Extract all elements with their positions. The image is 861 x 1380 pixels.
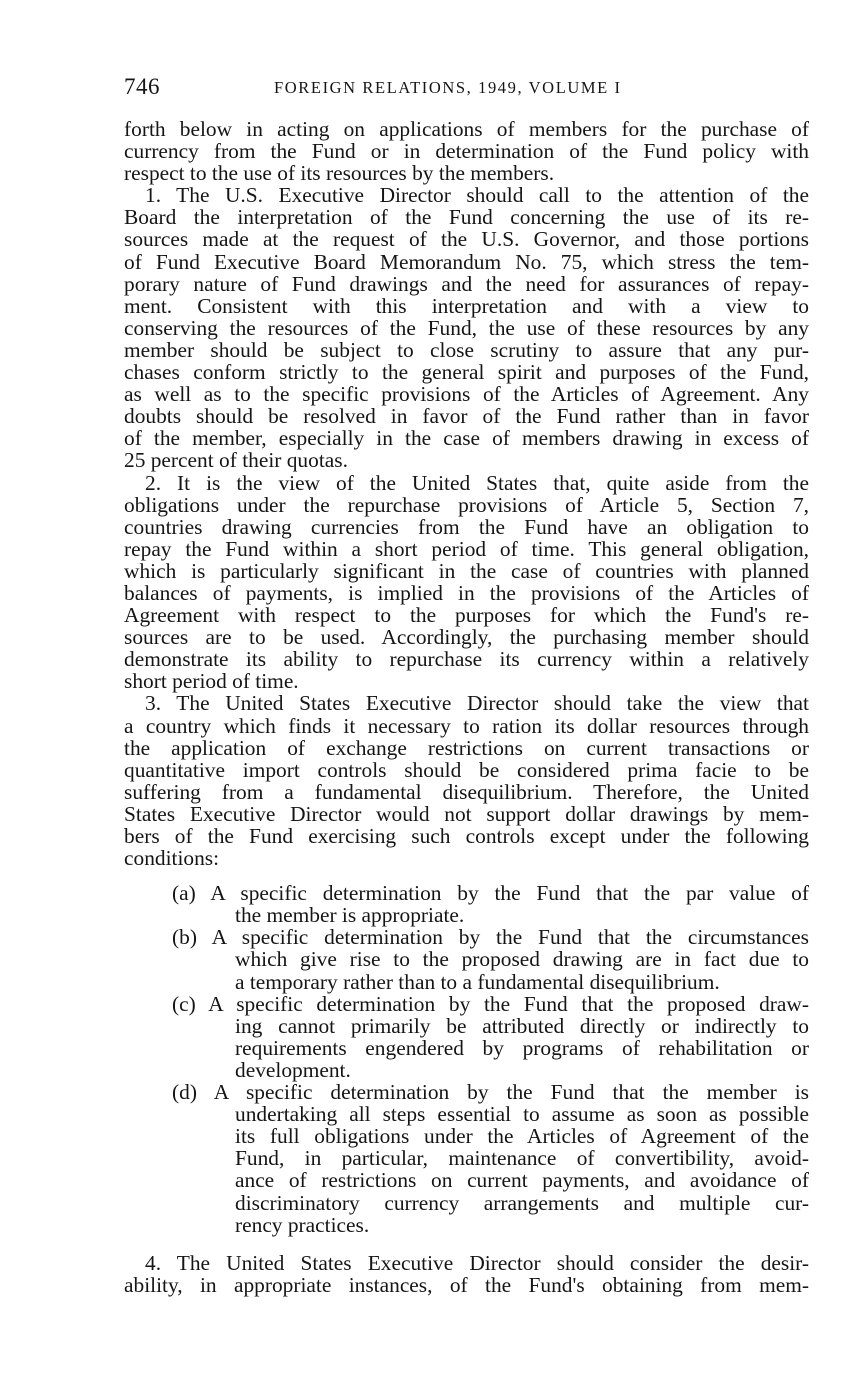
text-line: porary nature of Fund drawings and the need for assurances of repay- — [124, 271, 809, 296]
list-item — [124, 993, 809, 1081]
text-line: (a) A specific determination by the Fund that the par value of — [172, 881, 809, 906]
text-line: suffering from a fundamental disequilibrium. Therefore, the United — [124, 779, 809, 804]
paragraph-3 — [124, 692, 809, 869]
running-head: FOREIGN RELATIONS, 1949, VOLUME I — [274, 78, 622, 97]
text-line: (b) A specific determination by the Fund that the circumstances — [172, 925, 809, 950]
page-header — [124, 74, 814, 102]
text-line: Board the interpretation of the Fund concerning the use of its re- — [124, 205, 809, 230]
text-line: undertaking all steps essential to assume as soon as possible — [235, 1102, 809, 1127]
text-line: 1. The U.S. Executive Director should call to the attention of the — [145, 183, 809, 208]
text-line: 4. The United States Executive Director should consider the desir- — [145, 1250, 809, 1275]
text-line: (c) A specific determination by the Fund that the proposed draw- — [172, 991, 809, 1016]
page-number: 746 — [124, 74, 160, 99]
text-line: as well as to the specific provisions of the Articles of Agreement. Any — [124, 382, 809, 407]
text-line: rency practices. — [235, 1212, 370, 1237]
paragraph-2 — [124, 472, 809, 693]
text-line: respect to the use of its resources by the members. — [124, 161, 555, 186]
text-line: obligations under the repurchase provisions of Article 5, Section 7, — [124, 492, 809, 517]
paragraph-4 — [124, 1252, 809, 1296]
text-line: ing cannot primarily be attributed directly or indirectly to — [235, 1013, 809, 1038]
paragraph-1 — [124, 184, 809, 471]
text-line: sources are to be used. Accordingly, the purchasing member should — [124, 625, 809, 650]
text-line: quantitative import controls should be considered prima facie to be — [124, 757, 809, 782]
text-line: 25 percent of their quotas. — [124, 448, 348, 473]
text-line: short period of time. — [124, 669, 299, 694]
text-line: bers of the Fund exercising such controls except under the following — [124, 824, 809, 848]
text-line: doubts should be resolved in favor of the Fund rather than in favor — [124, 404, 809, 429]
list-item — [124, 1081, 809, 1236]
text-line: which is particularly significant in the case of countries with planned — [124, 558, 809, 583]
text-line: Fund, in particular, maintenance of convertibility, avoid- — [235, 1146, 809, 1171]
text-line: of the member, especially in the case of members drawing in excess of — [124, 426, 809, 451]
paragraph-gap — [124, 1236, 809, 1252]
list-item — [124, 882, 809, 926]
text-line: a country which finds it necessary to ration its dollar resources through — [124, 713, 809, 738]
text-line: conserving the resources of the Fund, the use of these resources by any — [124, 315, 809, 340]
list-item — [124, 926, 809, 992]
text-line: ability, in appropriate instances, of the Fund's obtaining from mem- — [124, 1272, 809, 1297]
text-line: development. — [235, 1057, 351, 1082]
text-line: ance of restrictions on current payments, and avoidance of — [235, 1168, 809, 1193]
text-line: States Executive Director would not support dollar drawings by mem- — [124, 801, 809, 826]
text-line: conditions: — [124, 846, 220, 871]
text-line: the member is appropriate. — [235, 903, 465, 928]
text-line: repay the Fund within a short period of time. This general obligation, — [124, 536, 809, 561]
text-line: (d) A specific determination by the Fund that the member is — [172, 1080, 809, 1105]
text-line: requirements engendered by programs of rehabilitation or — [235, 1035, 809, 1060]
body-text — [124, 118, 809, 1296]
text-line: a temporary rather than to a fundamental disequilibrium. — [235, 969, 720, 994]
text-line: countries drawing currencies from the Fund have an obligation to — [124, 514, 809, 539]
text-line: the application of exchange restrictions on current transactions or — [124, 735, 809, 760]
text-line: currency from the Fund or in determination of the Fund policy with — [124, 139, 809, 164]
text-line: 2. It is the view of the United States that, quite aside from the — [145, 470, 809, 495]
text-line: 3. The United States Executive Director should take the view that — [145, 691, 809, 716]
conditions-list — [124, 882, 809, 1236]
intro-paragraph — [124, 118, 809, 184]
text-line: chases conform strictly to the general spirit and purposes of the Fund, — [124, 360, 809, 385]
text-line: Agreement with respect to the purposes for which the Fund's re- — [124, 603, 809, 628]
text-line: sources made at the request of the U.S. Governor, and those portions — [124, 227, 809, 252]
text-line: ment. Consistent with this interpretation and with a view to — [124, 293, 809, 318]
text-line: forth below in acting on applications of members for the purchase of — [124, 117, 809, 141]
text-line: balances of payments, is implied in the provisions of the Articles of — [124, 580, 809, 605]
text-line: its full obligations under the Articles of Agreement of the — [235, 1124, 809, 1149]
text-line: demonstrate its ability to repurchase its currency within a relatively — [124, 647, 809, 672]
text-line: of Fund Executive Board Memorandum No. 75, which stress the tem- — [124, 249, 809, 274]
text-line: discriminatory currency arrangements and multiple cur- — [235, 1190, 809, 1215]
text-line: which give rise to the proposed drawing are in fact due to — [235, 947, 809, 972]
text-line: member should be subject to close scrutiny to assure that any pur- — [124, 337, 809, 362]
